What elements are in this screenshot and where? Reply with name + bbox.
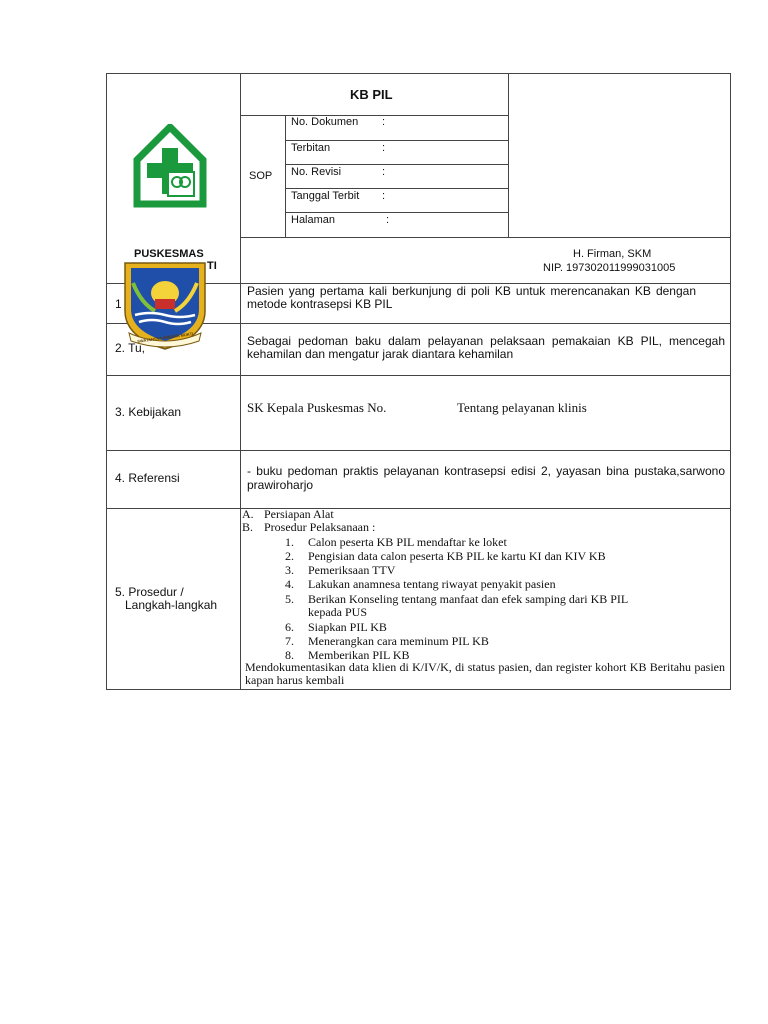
step-text: Pengisian data calon peserta KB PIL ke kartu KI dan KIV KB: [308, 549, 606, 563]
doc-field-label: Tanggal Terbit: [291, 190, 360, 202]
section-2-text: Sebagai pedoman baku dalam pelayanan pelaksaan pemakaian KB PIL, mencegah kehamilan dan mengatur jarak diantara kehamilan: [247, 334, 725, 361]
section-4-label: 4. Referensi: [115, 471, 180, 485]
rule-field-3: [285, 188, 508, 189]
doc-field-label: Terbitan: [291, 142, 331, 154]
puskesmas-logo-icon: [133, 124, 207, 214]
section-2-label: 2. Tu,: [115, 341, 146, 355]
step-text: Lakukan anamnesa tentang riwayat penyakit pasien: [308, 577, 556, 591]
doc-field-sep: :: [382, 166, 386, 178]
step-number: 1.: [285, 535, 294, 549]
step-number: 8.: [285, 648, 294, 662]
table-border-left: [106, 73, 107, 690]
rule-title-bottom: [240, 115, 508, 116]
table-border-bottom: [106, 689, 731, 690]
step-text: Berikan Konseling tentang manfaat dan efek samping dari KB PIL: [308, 592, 629, 606]
doc-field-label: Halaman: [291, 214, 336, 226]
step-text: Menerangkan cara meminum PIL KB: [308, 634, 489, 648]
org-name-suffix: TI: [207, 260, 217, 272]
rule-s4-bottom: [106, 508, 731, 509]
sop-label: SOP: [249, 170, 273, 182]
doc-field-sep: :: [382, 190, 386, 202]
rule-sop-divider: [285, 115, 286, 237]
step-text: Calon peserta KB PIL mendaftar ke loket: [308, 535, 507, 549]
step-number: 2.: [285, 549, 294, 563]
rule-sop-bottom: [240, 237, 731, 238]
section-1-text: Pasien yang pertama kali berkunjung di poli KB untuk merencanakan KB dengan metode kontrasepsi KB PIL: [247, 284, 696, 311]
list-item-b: Prosedur Pelaksanaan :: [264, 520, 376, 534]
section-5-label-line2: Langkah-langkah: [125, 598, 218, 612]
table-border-top: [106, 73, 731, 74]
doc-field-label: No. Dokumen: [291, 116, 359, 128]
doc-field-sep: :: [382, 142, 386, 154]
step-number: 3.: [285, 563, 294, 577]
signer-name: H. Firman, SKM: [573, 248, 652, 260]
step-number: 5.: [285, 592, 294, 606]
section-3-text-b: Tentang pelayanan klinis: [457, 400, 587, 415]
doc-field-sep: :: [386, 214, 390, 226]
rule-field-4: [285, 212, 508, 213]
document-title: KB PIL: [350, 87, 393, 102]
rule-right-block: [508, 73, 509, 237]
step-text: Memberikan PIL KB: [308, 648, 410, 662]
list-marker-b: B.: [242, 520, 254, 534]
rule-s2-bottom: [106, 375, 731, 376]
table-border-right: [730, 73, 731, 690]
org-name: PUSKESMAS: [134, 248, 204, 260]
section-4-text: - buku pedoman praktis pelayanan kontrasepsi edisi 2, yayasan bina pustaka,sarwono prawiroharjo: [247, 464, 725, 492]
doc-field-label: No. Revisi: [291, 166, 342, 178]
emblem-motto: SWATANTRA WIBAWA MUKTI: [136, 331, 194, 344]
section-3-label: 3. Kebijakan: [115, 405, 182, 419]
list-item-a: Persiapan Alat: [264, 507, 334, 521]
section-3-text-a: SK Kepala Puskesmas No.: [247, 400, 387, 415]
list-marker-a: A.: [242, 507, 254, 521]
signer-nip: NIP. 197302011999031005: [543, 262, 676, 274]
step-text: Siapkan PIL KB: [308, 620, 387, 634]
step-number: 4.: [285, 577, 294, 591]
step-number: 6.: [285, 620, 294, 634]
rule-s3-bottom: [106, 450, 731, 451]
section-5-closing: Mendokumentasikan data klien di K/IV/K, di status pasien, dan register kohort KB Beritahu pasien kapan harus kembali: [245, 660, 725, 687]
step-number: 7.: [285, 634, 294, 648]
step-text-continued: kepada PUS: [308, 605, 367, 619]
section-1-label: 1: [115, 297, 122, 311]
rule-field-2: [285, 164, 508, 165]
step-text: Pemeriksaan TTV: [308, 563, 396, 577]
rule-field-1: [285, 140, 508, 141]
rule-col-divider: [240, 73, 241, 690]
doc-field-sep: :: [382, 116, 386, 128]
section-5-label-line1: 5. Prosedur /: [115, 585, 184, 599]
